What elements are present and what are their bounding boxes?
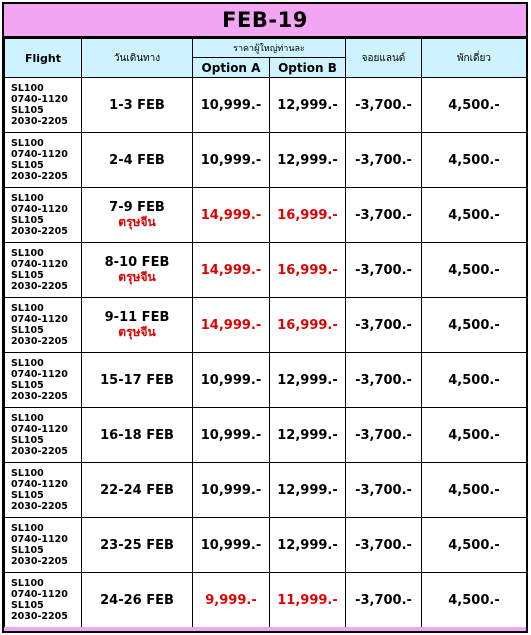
holiday-tag: ตรุษจีน xyxy=(118,215,156,229)
travel-date: 23-25 FEB xyxy=(100,537,174,553)
header-flight: Flight xyxy=(5,39,82,78)
price-sheet xyxy=(2,2,528,633)
flight-cell xyxy=(5,353,82,408)
option-a-price: 14,999.- xyxy=(193,298,270,353)
join-land-price: -3,700.- xyxy=(346,408,422,463)
travel-date: 1-3 FEB xyxy=(109,97,165,113)
travel-date-cell xyxy=(82,243,193,298)
option-a-price: 10,999.- xyxy=(193,133,270,188)
flight-line: 2030-2205 xyxy=(11,226,68,237)
travel-date-cell xyxy=(82,408,193,463)
flight-line: SL105 xyxy=(11,435,44,446)
table-row xyxy=(5,573,527,628)
flight-line: SL105 xyxy=(11,105,44,116)
flight-line: SL105 xyxy=(11,545,44,556)
single-room-price: 4,500.- xyxy=(422,188,527,243)
single-room-price: 4,500.- xyxy=(422,243,527,298)
table-row xyxy=(5,188,527,243)
flight-line: SL105 xyxy=(11,325,44,336)
travel-date-cell xyxy=(82,573,193,628)
join-land-price: -3,700.- xyxy=(346,573,422,628)
holiday-tag: ตรุษจีน xyxy=(118,325,156,339)
flight-cell xyxy=(5,463,82,518)
option-a-price: 10,999.- xyxy=(193,353,270,408)
flight-line: SL100 xyxy=(11,303,44,314)
option-a-price: 14,999.- xyxy=(193,188,270,243)
flight-cell xyxy=(5,243,82,298)
option-b-price: 16,999.- xyxy=(270,298,346,353)
flight-line: 2030-2205 xyxy=(11,446,68,457)
flight-line: 0740-1120 xyxy=(11,259,68,270)
travel-date-cell xyxy=(82,188,193,243)
option-b-price: 11,999.- xyxy=(270,573,346,628)
travel-date: 9-11 FEB xyxy=(104,310,170,325)
travel-date-cell xyxy=(82,133,193,188)
holiday-tag: ตรุษจีน xyxy=(118,270,156,284)
flight-line: 2030-2205 xyxy=(11,116,68,127)
table-row xyxy=(5,133,527,188)
flight-line: SL105 xyxy=(11,160,44,171)
flight-line: SL100 xyxy=(11,413,44,424)
join-land-price: -3,700.- xyxy=(346,243,422,298)
flight-line: SL100 xyxy=(11,138,44,149)
flight-line: SL100 xyxy=(11,193,44,204)
flight-line: 0740-1120 xyxy=(11,424,68,435)
header-option-a: Option A xyxy=(193,58,270,78)
travel-date: 2-4 FEB xyxy=(109,152,165,168)
table-row xyxy=(5,463,527,518)
single-room-price: 4,500.- xyxy=(422,573,527,628)
travel-date: 16-18 FEB xyxy=(100,427,174,443)
flight-line: 2030-2205 xyxy=(11,391,68,402)
single-room-price: 4,500.- xyxy=(422,408,527,463)
table-row xyxy=(5,298,527,353)
table-row xyxy=(5,78,527,133)
option-b-price: 12,999.- xyxy=(270,353,346,408)
flight-line: SL100 xyxy=(11,578,44,589)
flight-line: 0740-1120 xyxy=(11,149,68,160)
option-a-price: 10,999.- xyxy=(193,78,270,133)
flight-line: 0740-1120 xyxy=(11,369,68,380)
flight-line: SL100 xyxy=(11,358,44,369)
header-price-group: ราคาผู้ใหญ่ท่านละ xyxy=(193,39,346,58)
flight-line: SL100 xyxy=(11,83,44,94)
join-land-price: -3,700.- xyxy=(346,188,422,243)
single-room-price: 4,500.- xyxy=(422,298,527,353)
travel-date: 15-17 FEB xyxy=(100,372,174,388)
travel-date-cell xyxy=(82,353,193,408)
flight-line: 0740-1120 xyxy=(11,534,68,545)
single-room-price: 4,500.- xyxy=(422,353,527,408)
price-table xyxy=(4,38,527,628)
flight-line: 2030-2205 xyxy=(11,556,68,567)
flight-line: 2030-2205 xyxy=(11,611,68,622)
single-room-price: 4,500.- xyxy=(422,463,527,518)
travel-date-cell xyxy=(82,518,193,573)
bottom-band xyxy=(4,627,526,631)
join-land-price: -3,700.- xyxy=(346,353,422,408)
flight-line: SL100 xyxy=(11,523,44,534)
table-row xyxy=(5,518,527,573)
option-a-price: 10,999.- xyxy=(193,518,270,573)
flight-line: 0740-1120 xyxy=(11,589,68,600)
join-land-price: -3,700.- xyxy=(346,463,422,518)
flight-line: SL105 xyxy=(11,215,44,226)
option-b-price: 12,999.- xyxy=(270,463,346,518)
join-land-price: -3,700.- xyxy=(346,133,422,188)
travel-date: 8-10 FEB xyxy=(104,255,170,270)
flight-cell xyxy=(5,188,82,243)
flight-line: SL100 xyxy=(11,248,44,259)
sheet-title: FEB-19 xyxy=(4,4,526,38)
flight-cell xyxy=(5,518,82,573)
option-b-price: 12,999.- xyxy=(270,408,346,463)
option-b-price: 12,999.- xyxy=(270,133,346,188)
header-single-room: พักเดี่ยว xyxy=(422,39,527,78)
flight-line: 2030-2205 xyxy=(11,501,68,512)
flight-cell xyxy=(5,133,82,188)
flight-line: 0740-1120 xyxy=(11,314,68,325)
single-room-price: 4,500.- xyxy=(422,78,527,133)
flight-line: SL105 xyxy=(11,270,44,281)
join-land-price: -3,700.- xyxy=(346,298,422,353)
flight-line: SL105 xyxy=(11,490,44,501)
option-a-price: 10,999.- xyxy=(193,408,270,463)
join-land-price: -3,700.- xyxy=(346,78,422,133)
flight-line: SL105 xyxy=(11,380,44,391)
flight-line: 2030-2205 xyxy=(11,336,68,347)
flight-line: 0740-1120 xyxy=(11,94,68,105)
travel-date: 24-26 FEB xyxy=(100,592,174,608)
header-option-b: Option B xyxy=(270,58,346,78)
join-land-price: -3,700.- xyxy=(346,518,422,573)
table-row xyxy=(5,408,527,463)
option-a-price: 10,999.- xyxy=(193,463,270,518)
flight-cell xyxy=(5,298,82,353)
header-join-land: จอยแลนด์ xyxy=(346,39,422,78)
option-b-price: 16,999.- xyxy=(270,243,346,298)
travel-date-cell xyxy=(82,78,193,133)
option-b-price: 16,999.- xyxy=(270,188,346,243)
table-row xyxy=(5,353,527,408)
option-b-price: 12,999.- xyxy=(270,78,346,133)
single-room-price: 4,500.- xyxy=(422,518,527,573)
flight-line: 0740-1120 xyxy=(11,479,68,490)
flight-line: 0740-1120 xyxy=(11,204,68,215)
flight-cell xyxy=(5,408,82,463)
travel-date-cell xyxy=(82,463,193,518)
flight-line: SL105 xyxy=(11,600,44,611)
travel-date: 22-24 FEB xyxy=(100,482,174,498)
flight-line: 2030-2205 xyxy=(11,171,68,182)
option-b-price: 12,999.- xyxy=(270,518,346,573)
travel-date: 7-9 FEB xyxy=(109,200,165,215)
flight-cell xyxy=(5,78,82,133)
travel-date-cell xyxy=(82,298,193,353)
single-room-price: 4,500.- xyxy=(422,133,527,188)
table-row xyxy=(5,243,527,298)
flight-cell xyxy=(5,573,82,628)
flight-line: 2030-2205 xyxy=(11,281,68,292)
option-a-price: 9,999.- xyxy=(193,573,270,628)
header-travel-date: วันเดินทาง xyxy=(82,39,193,78)
option-a-price: 14,999.- xyxy=(193,243,270,298)
flight-line: SL100 xyxy=(11,468,44,479)
